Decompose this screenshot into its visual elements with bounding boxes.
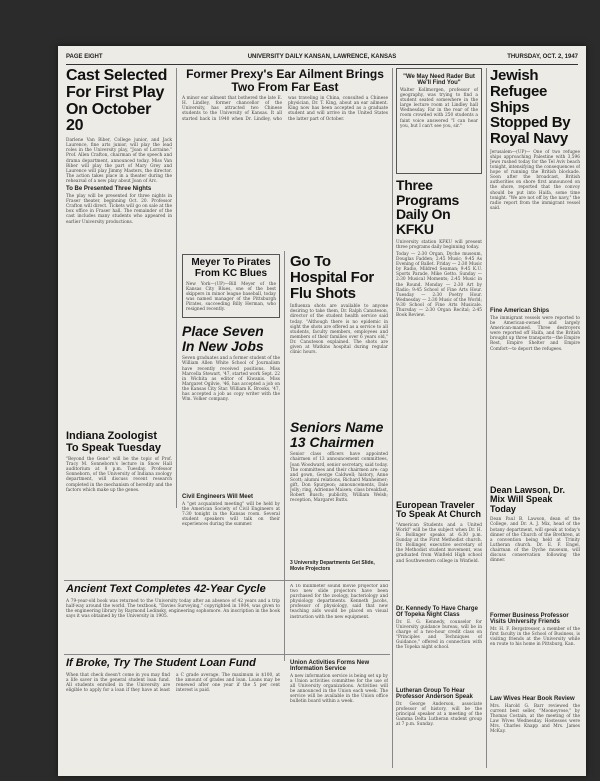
article-body: The play will be presented for three nights in Fraser theater, beginning Oct. 20. Professor Crafton will direct. Tickets will go on sale at the box office in Fraser hall. The remainder of the cast includes many students who appeared in earlier University productions.	[66, 194, 172, 225]
article-body: Senior class officers have appointed chairmen of 13 announcement committees, Joan Woodward, senior secretary, said today. The committees and their chairmen are: cap and gown, George Caldwell; history, Anne Scott; alumni relations, Richard Manheimer; gift, Don Spurgeon; announcements, Dale Jolly; ring, Adrienne Maisen; class breakfast, Robert Busch; publicity, William Welsh; reception, Margaret Butts.	[290, 452, 388, 504]
headline: If Broke, Try The Student Loan Fund	[66, 658, 256, 669]
headline: Meyer To Pirates From KC Blues	[191, 257, 271, 279]
article-european	[396, 501, 482, 601]
article-body: "American Students and a United World" will be the subject when Dr. H. H. Bollinger speaks at 6:30 p.m. Sunday at the First Methodist church. Dr. Bollinger, executive secretary of the Methodist student movement, was graduated from Winfield High school and Southwestern college in Winfield.	[396, 522, 482, 564]
article-meyer	[182, 254, 280, 318]
article-body: Influenza shots are available to anyone desiring to take them, Dr. Ralph Canuteson, director of the student health service said today. "Although there is no epidemic in sight the shots are offered as a service to all students, faculty members, employees and members of their families over 6 years old," Dr. Canuteson explained. The shots are given at Watkins hospital during regular clinic hours.	[290, 304, 388, 356]
article-body: New York—(UP)—Bill Meyer of the Kansas City Blues, one of the best skippers in minor league baseball, today was named manager of the Pittsburgh Pirates, succeeding Billy Herman, who resigned recently.	[186, 282, 276, 313]
subhead: Civil Engineers Will Meet	[182, 494, 253, 500]
article-prexy	[182, 68, 388, 248]
article-ancient	[66, 584, 280, 652]
article-loan	[66, 658, 280, 770]
article-body: A new information service is being set up by a Union activities committee for the use of all University organizations. Activities will be announced in the Union each week. The service will be available in the Union office bulletin board within a week.	[290, 674, 388, 705]
article-civil	[182, 492, 280, 578]
subhead: Law Wives Hear Book Review	[490, 696, 575, 702]
article-lutheran	[396, 686, 482, 770]
article-cast	[66, 68, 172, 428]
article-body: A minor ear ailment that bothered the late E. H. Lindley, former chancellor of the University, has attracted two Chinese students to the University of Kansas. It all started back in 1940 when Dr. Lindley, who was traveling in China, consulted a Chinese physician, Dr. T. King, about an ear ailment. King now has been accepted as a graduate student and will arrive in the United States the latter part of October.	[182, 96, 388, 122]
article-law-wives	[490, 694, 580, 770]
article-body: Walter Kollmorgen, professor of geography, was trying to find a student seated somewhere in the large lecture room at Lindley hall Wednesday. Far in the rear of the room crowded with 250 students a faint voice answered "I can hear you, but I can't see you, sir."	[400, 88, 478, 129]
radio-schedule: Today — 2:30 Organ, Dyche museum, Douglas Fadden; 2:45 Music; 9:45 As Evening of Ballet. Friday — 2:30 Music by Radio, Mildred Seaman; 9:45 K.U. Sports Parade, Mike Getto. Sunday — 2:30 Musical Moments; 2:45 Music in the Round. Monday — 2:30 Art by Radio; 9:45 School of Fine Arts Hour. Tuesday — 2:30 Poetry Hour. Wednesday — 2:30 Music of the World; 9:30 School of Fine Arts Musicale. Thursday — 2:30 Organ Recital; 2:45 Book Review.	[396, 251, 482, 319]
article-three-departments-body	[290, 584, 388, 654]
article-jewish-continued	[490, 306, 580, 446]
article-three-programs	[396, 178, 482, 498]
article-body: Dean Paul B. Lawson, dean of the College, and Dr. A. J. Mix, head of the botany department, will speak at today's dinner of the Church of the Brethren, at a convention being held at Trinity Lutheran church. Dr. E. F. Engel, chairman of the Dyche museum, will discuss conservation following the dinner.	[490, 517, 580, 564]
headline: Former Prexy's Ear Ailment Brings Two From Far East	[186, 68, 384, 94]
article-body: A 16 millimeter sound movie projector and two new slide projectors have been purchased for the zoology, bacteriology and physiology departments. Kenneth Jacobs, professor of physiology, said that new teaching aids would be placed on visual instruction with the new equipment.	[290, 584, 388, 620]
article-body: "Beyond the Gene" will be the topic of Prof. Tracy M. Sonneborn's lecture in Snow Hall auditorium at 8 p.m. Tuesday. Professor Sonneborn, of the University of Indiana zoology department, will discuss recent research completed in the mechanism of heredity and the factors which make up the genes.	[66, 457, 172, 493]
column-rule	[486, 68, 487, 768]
section-rule	[64, 654, 390, 655]
article-indiana	[66, 431, 172, 576]
headline: Ancient Text Completes 42-Year Cycle	[66, 584, 266, 595]
article-body: Darlene Van Biber, College junior, and Jack Laurence, fine arts junior, will play the lead roles in the University play, "Joan of Lorraine." Prof. Allen Crafton, chairman of the speech and drama department, announced today. Miss Van Biber will play the part of Mary Grey and Laurence will play Jimmy Masters, the director. The action takes place in a theater during the rehearsal of a new play about Joan of Arc.	[66, 138, 172, 184]
headline: Dean Lawson, Dr. Mix Will Speak Today	[490, 486, 566, 514]
subhead: "We May Need Rader But We'll Find You"	[403, 74, 475, 86]
article-seniors	[290, 420, 388, 555]
headline: Seniors Name 13 Chairmen	[290, 420, 384, 450]
article-body: When that check doesn't come in you may find a life saver in the general student loan fund. All students enrolled in the University are eligible to apply for a loan if they have at least a C grade average. The maximum is $100, at the amount of grades and loan. Loans may be renewed after one year if the 5 per cent interest is paid.	[66, 672, 280, 693]
subhead: Fine American Ships	[490, 308, 550, 314]
section-rule	[64, 580, 390, 581]
subhead: Former Business Professor Visits University Friends	[490, 613, 569, 625]
subhead: Union Activities Forms New Information Service	[290, 660, 370, 672]
article-walter	[396, 68, 482, 174]
column-rule	[392, 68, 393, 768]
article-union	[290, 658, 388, 770]
article-body: Dr. E. G. Kennedy, counselor for University guidance bureau, will be in charge of a two-hour credit class on "Principles and Techniques of Guidance," offered in connection with the Topeka night school.	[396, 620, 482, 651]
article-jewish	[490, 68, 580, 303]
article-business	[490, 611, 580, 689]
article-body: Mrs. Harold G. Barr reviewed the current best seller, "Mooneyrose," by Thomas Costain, at the meeting of the Law Wives Wednesday. Hostesses were Mrs. Charles Knapp and Mrs. James McKay.	[490, 704, 580, 735]
headline: Three Programs Daily On KFKU	[396, 178, 459, 238]
issue-date: THURSDAY, OCT. 2, 1947	[507, 54, 578, 60]
subhead: Lutheran Group To Hear Professor Anderson Speak	[396, 688, 473, 700]
newspaper-page	[58, 46, 586, 776]
article-body: A "get acquainted meeting" will be held by the American Society of Civil Engineers at 7:30 tonight in the Kansas room. Several student speakers will talk on their experiences during the summer.	[182, 502, 280, 528]
article-body: University station KFKU will present three programs daily beginning today.	[396, 239, 482, 250]
article-kennedy	[396, 604, 482, 684]
paper-name: UNIVERSITY DAILY KANSAN, LAWRENCE, KANSAS	[247, 54, 397, 60]
article-lawson	[490, 486, 580, 606]
subhead: Dr. Kennedy To Have Charge Of Topeka Night Class	[396, 606, 478, 618]
article-body: The immigrant vessels were reported to be American-owned and largely American-manned. Three destroyers were reported off Haifa, and the British brought up three transports—the Empire Rest, Empire Shelter and Empire Comfort—to deport the refugees.	[490, 316, 580, 352]
headline: Go To Hospital For Flu Shots	[290, 254, 374, 302]
masthead	[66, 52, 578, 65]
subhead: 3 University Departments Get Slide, Movie Projectors	[290, 560, 375, 572]
headline: Cast Selected For First Play On October 20	[66, 68, 168, 135]
headline: Jewish Refugee Ships Stopped By Royal Navy	[490, 68, 571, 147]
page-number: PAGE EIGHT	[66, 54, 103, 60]
article-body: Dr. George Anderson, associate professor of history, will be the principal speaker at a meeting of the Gamma Delta Lutheran student group at 7 p.m. Sunday.	[396, 702, 482, 728]
article-body: Jerusalem—(UP)— One of two refugee ships approaching Palestine with 3,596 Jews rushed today for the Tel Aviv beach tonight, intensifying the consequences of hope of running the British blockade. Soon after the broadcast, British authorities on shore first announced on the shore, reported that the convoy should be put into Haifa, some time tonight. "We are not off by the navy," the radio report from the immigrant vessel said.	[490, 149, 580, 211]
article-body: A 79-year-old book was returned to the University today after an absence of 42 years and a trip half-way around the world. The textbook, "Davies Surveying," copyrighted in 1904, was given to the engineering library by Raymond Ledinsky, engineering sophomore. An inscription in the book says it was obtained by the University in 1905.	[66, 598, 280, 619]
headline: Indiana Zoologist To Speak Tuesday	[66, 431, 161, 454]
subhead: To Be Presented Three Nights	[66, 186, 152, 193]
headline: Place Seven In New Jobs	[182, 324, 264, 354]
column-rule	[176, 68, 177, 508]
article-hospital	[290, 254, 388, 416]
article-three-departments	[290, 558, 388, 578]
column-rule	[284, 251, 285, 661]
article-body: Mr. H. F. Bergstresser, a member of the first faculty in the School of Business, is visiting friends at the University while en route to his home in Pittsburg, Kan.	[490, 627, 580, 648]
article-place-seven	[182, 324, 280, 489]
article-body: Seven graduates and a former student of the William Allen White School of Journalism have recently received positions. Miss Marcella Stewart, '47, started work Sept. 22 in Wichita as editor of Kiwanis. Miss Margaret Ogilvie, '46, has accepted a job on the Kansas City Star. William K. Brooks, '47, has accepted a job as copy writer with the Wm. Volker company.	[182, 356, 280, 403]
headline: European Traveler To Speak At Church	[396, 501, 482, 520]
